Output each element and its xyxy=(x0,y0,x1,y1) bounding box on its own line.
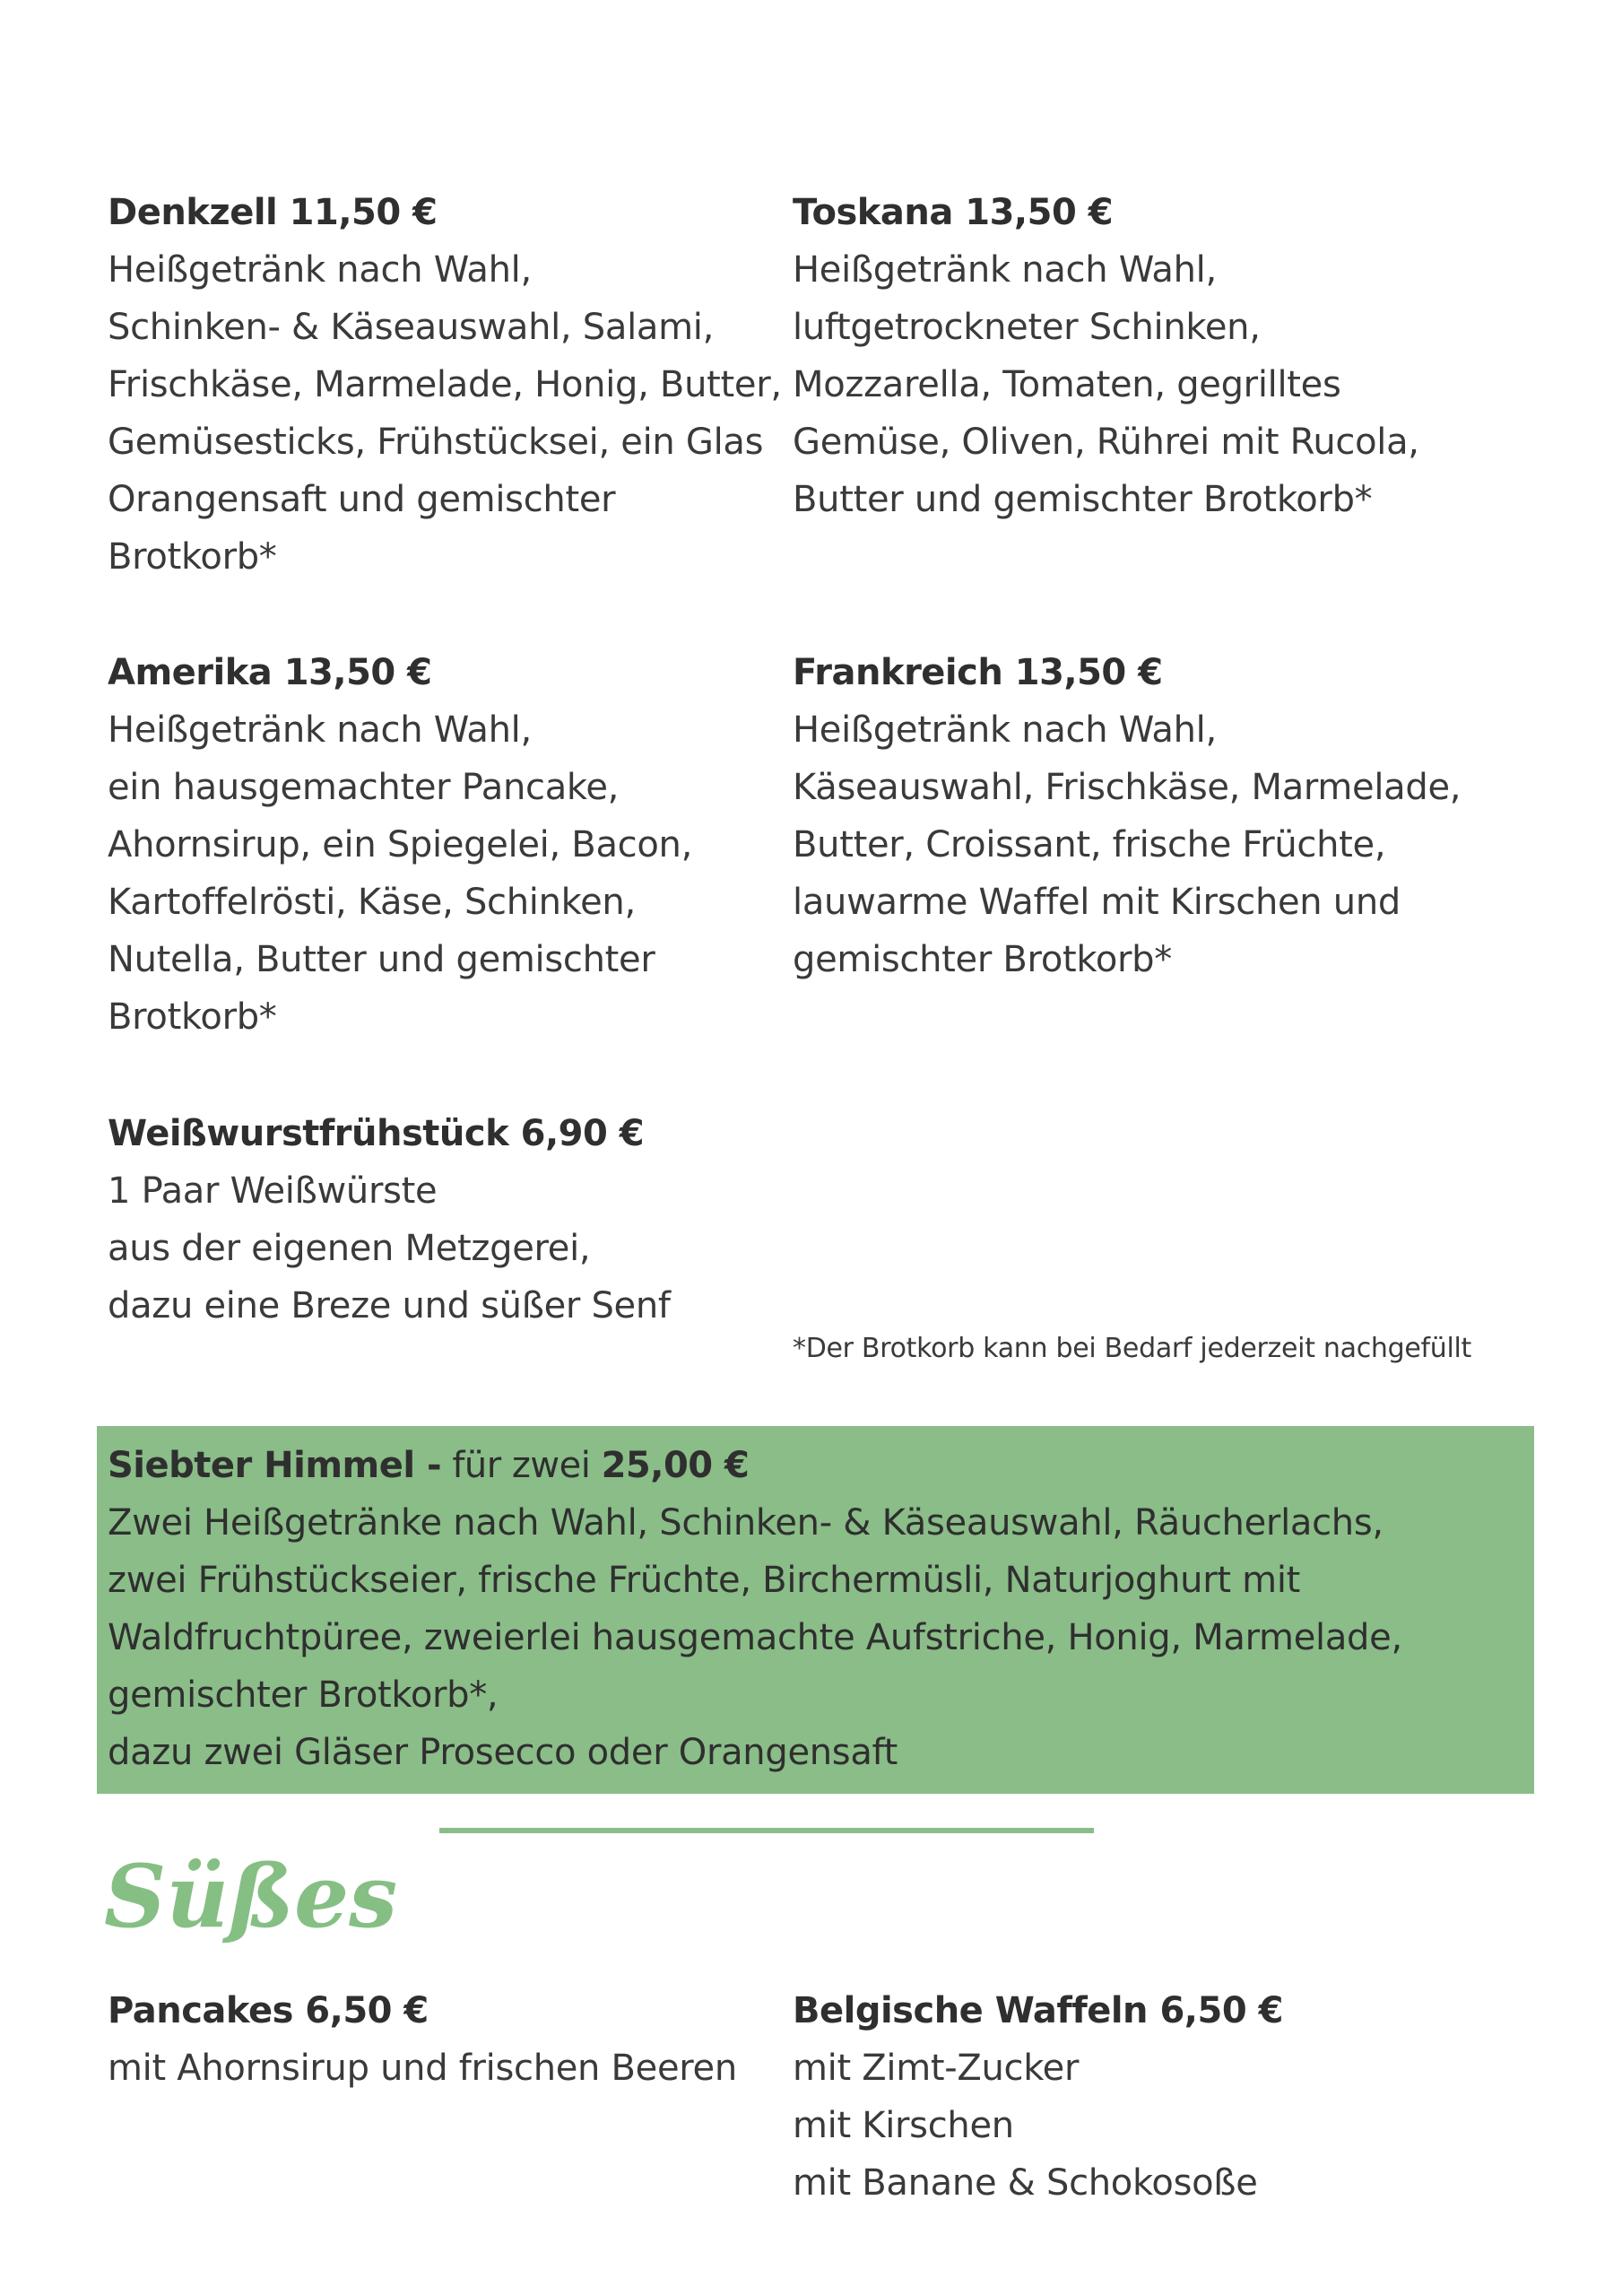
menu-item-line: Brotkorb* xyxy=(108,996,277,1038)
menu-item-title: Frankreich 13,50 € xyxy=(793,652,1163,693)
menu-item-line: 1 Paar Weißwürste xyxy=(108,1170,438,1212)
menu-item-line: Gemüsesticks, Frühstücksei, ein Glas xyxy=(108,422,764,463)
menu-item-line: mit Banane & Schokosoße xyxy=(793,2162,1258,2204)
highlight-price: 25,00 € xyxy=(601,1445,750,1486)
highlight-line: gemischter Brotkorb*, xyxy=(108,1674,499,1716)
menu-item-line: Kartoffelrösti, Käse, Schinken, xyxy=(108,882,636,923)
menu-item-amerika xyxy=(108,644,692,1046)
menu-item-line: Butter, Croissant, frische Früchte, xyxy=(793,824,1386,865)
menu-item-title: Weißwurstfrühstück 6,90 € xyxy=(108,1113,645,1154)
menu-item-line: mit Kirschen xyxy=(793,2105,1014,2146)
menu-item-denkzell xyxy=(108,184,782,586)
menu-item-line: Gemüse, Oliven, Rührei mit Rucola, xyxy=(793,422,1419,463)
menu-item-toskana xyxy=(793,184,1419,528)
menu-item-line: mit Ahornsirup und frischen Beeren xyxy=(108,2048,737,2089)
highlight-line: Waldfruchtpüree, zweierlei hausgemachte Aufstriche, Honig, Marmelade, xyxy=(108,1617,1402,1658)
menu-item-line: Heißgetränk nach Wahl, xyxy=(108,709,532,751)
menu-item-frankreich xyxy=(793,644,1461,988)
menu-item-weisswurst xyxy=(108,1105,671,1335)
highlight-line: zwei Frühstückseier, frische Früchte, Birchermüsli, Naturjoghurt mit xyxy=(108,1560,1301,1601)
menu-item-line: gemischter Brotkorb* xyxy=(793,939,1172,980)
menu-item-line: Brotkorb* xyxy=(108,536,277,578)
section-heading-suesses: Süßes xyxy=(104,1846,398,1947)
menu-item-waffeln xyxy=(793,1982,1283,2212)
menu-item-line: mit Zimt-Zucker xyxy=(793,2048,1080,2089)
menu-item-title: Belgische Waffeln 6,50 € xyxy=(793,1990,1283,2031)
highlight-title xyxy=(108,1437,1402,1494)
menu-item-line: Schinken- & Käseauswahl, Salami, xyxy=(108,307,714,348)
menu-item-line: Heißgetränk nach Wahl, xyxy=(793,249,1217,291)
menu-item-line: aus der eigenen Metzgerei, xyxy=(108,1228,591,1269)
menu-item-title: Toskana 13,50 € xyxy=(793,192,1114,233)
highlight-line: dazu zwei Gläser Prosecco oder Orangensaft xyxy=(108,1732,898,1773)
section-divider xyxy=(439,1828,1094,1833)
highlight-line: Zwei Heißgetränke nach Wahl, Schinken- & Käseauswahl, Räucherlachs, xyxy=(108,1502,1383,1544)
menu-item-line: Mozzarella, Tomaten, gegrilltes xyxy=(793,364,1341,405)
menu-item-pancakes xyxy=(108,1982,737,2097)
menu-item-title: Pancakes 6,50 € xyxy=(108,1990,429,2031)
menu-item-line: Nutella, Butter und gemischter xyxy=(108,939,655,980)
menu-item-line: Ahornsirup, ein Spiegelei, Bacon, xyxy=(108,824,692,865)
menu-item-line: Orangensaft und gemischter xyxy=(108,479,616,520)
menu-item-line: Heißgetränk nach Wahl, xyxy=(793,709,1217,751)
menu-item-line: Butter und gemischter Brotkorb* xyxy=(793,479,1373,520)
menu-item-line: lauwarme Waffel mit Kirschen und xyxy=(793,882,1401,923)
menu-item-line: dazu eine Breze und süßer Senf xyxy=(108,1285,671,1326)
menu-item-title: Amerika 13,50 € xyxy=(108,652,432,693)
menu-item-line: ein hausgemachter Pancake, xyxy=(108,767,620,808)
menu-item-line: Käseauswahl, Frischkäse, Marmelade, xyxy=(793,767,1462,808)
footnote: *Der Brotkorb kann bei Bedarf jederzeit nachgefüllt xyxy=(793,1333,1472,1364)
menu-item-title: Denkzell 11,50 € xyxy=(108,192,438,233)
menu-item-line: Frischkäse, Marmelade, Honig, Butter, xyxy=(108,364,782,405)
highlight-for: für zwei xyxy=(441,1445,602,1486)
highlight-name: Siebter Himmel - xyxy=(108,1445,442,1486)
highlight-box-siebter-himmel xyxy=(97,1426,1534,1794)
menu-item-line: luftgetrockneter Schinken, xyxy=(793,307,1261,348)
menu-item-line: Heißgetränk nach Wahl, xyxy=(108,249,532,291)
